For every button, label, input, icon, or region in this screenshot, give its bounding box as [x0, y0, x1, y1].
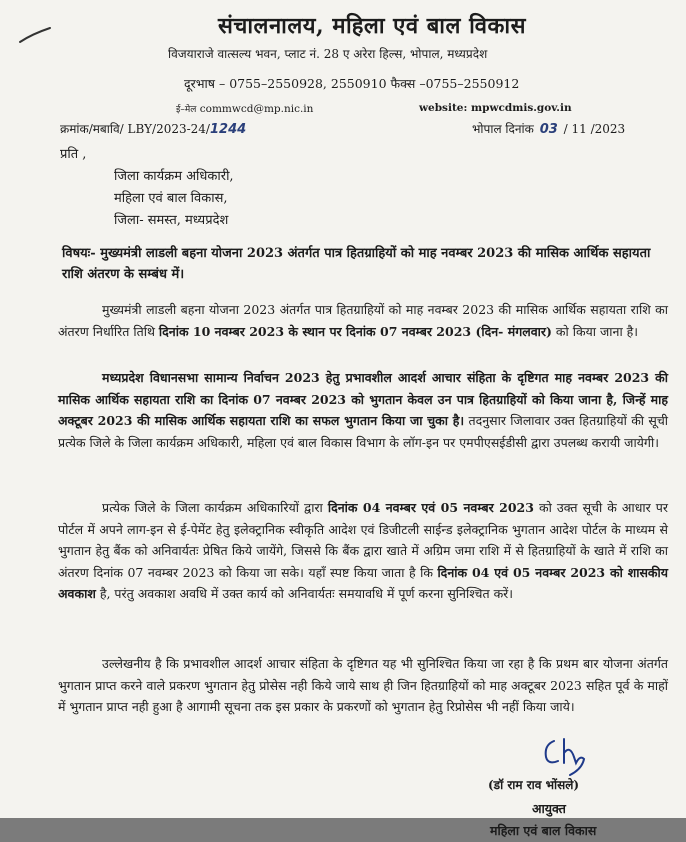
paragraph-3: [58, 497, 668, 605]
prati-label: प्रति ,: [60, 147, 87, 162]
letter-subject: विषयः- मुख्यमंत्री लाडली बहना योजना 2023 अंतर्गत पात्र हितग्राहियों को माह नवम्बर 2023 की मासिक आर्थिक सहायता राशि अंतरण के सम्बंध में।: [62, 246, 651, 282]
paragraph-text: को किया जाना है।: [551, 323, 639, 339]
phone-fax-line: दूरभाष – 0755–2550928, 2550910 फैक्स –0755–2550912: [184, 76, 520, 91]
paragraph-text: मुख्यमंत्री लाडली बहना योजना 2023 अंतर्गत पात्र हितग्राहियों को माह नवम्बर 2023 की मासिक आर्थिक सहायता राशि का अंतरण निर्धारित तिथि: [58, 302, 668, 339]
email-label: ई–मेल: [176, 105, 197, 115]
paragraph-text: तदनुसार जिलावार उक्त हितग्राहियों की सूची प्रत्येक जिले के जिला कार्यक्रम अधिकारी, महिला एवं बाल विकास विभाग के लॉग-इन पर एमपीएसईडीसी द्वारा उपलब्ध करायी जायेगी।: [58, 413, 668, 450]
date-label: भोपाल दिनांक: [472, 122, 534, 136]
office-address: विजयाराजे वात्सल्य भवन, प्लाट नं. 28 ए अरेरा हिल्स, भोपाल, मध्यप्रदेश: [168, 47, 488, 61]
paragraph-2: [58, 367, 668, 453]
handwritten-date-day: 03: [539, 122, 558, 137]
recipient-line: जिला- समस्त, मध्यप्रदेश: [114, 213, 229, 228]
recipient-line: जिला कार्यक्रम अधिकारी,: [114, 169, 234, 184]
date-rest: / 11 /2023: [563, 122, 626, 136]
paragraph-bold-text: दिनांक 04 एवं 05 नवम्बर 2023 को शासकीय अवकाश: [58, 564, 668, 601]
email-line: [176, 102, 313, 115]
recipient-address: [114, 166, 234, 232]
paragraph-bold-text: मध्यप्रदेश विधानसभा सामान्य निर्वाचन 2023 हेतु प्रभावशील आदर्श आचार संहिता के दृष्टिगत माह नवम्बर 2023 की मासिक आर्थिक सहायता राशि का दिनांक 07 नवम्बर 2023 को भुगतान केवल उन पात्र हितग्राहियों को किया जाना है, जिन्हें माह अक्टूबर 2023 की मासिक आर्थिक सहायता राशि का सफल भुगतान किया जा चुका है।: [58, 370, 668, 428]
department-title: संचालनालय, महिला एवं बाल विकास: [218, 13, 526, 39]
paragraph-bold-text: दिनांक 10 नवम्बर 2023 के स्थान पर दिनांक 07 नवम्बर 2023 (दिन- मंगलवार): [158, 323, 552, 339]
paragraph-1: [58, 299, 668, 342]
handwritten-reference-number: 1244: [209, 122, 247, 137]
letter-date: [472, 120, 625, 137]
email-address: commwcd@mp.nic.in: [199, 103, 314, 115]
paragraph-4: उल्लेखनीय है कि प्रभावशील आदर्श आचार संहिता के दृष्टिगत यह भी सुनिश्चित किया जा रहा है कि प्रथम बार योजना अंतर्गत भुगतान प्राप्त करने वाले प्रकरण भुगतान हेतु प्रोसेस नही किये जाये साथ ही जिन हितग्राहियों को माह अक्टूबर 2023 सहित पूर्व के माहों में भुगतान प्राप्त नही हुआ है आगामी सूचना तक इस प्रकार के प्रकरणों को भुगतान हेतु रिप्रोसेस भी नहीं किया जाये।: [58, 656, 668, 714]
paragraph-text: प्रत्येक जिले के जिला कार्यक्रम अधिकारियों द्वारा: [102, 500, 328, 515]
signatory-designation: आयुक्त: [532, 801, 566, 816]
paragraph-text: है, परंतु अवकाश अवधि में उक्त कार्य को अनिवार्यतः समयावधि में पूर्ण करना सुनिश्चित करें।: [95, 586, 514, 601]
website-line: website: mpwcdmis.gov.in: [419, 102, 572, 114]
reference-number: [60, 120, 246, 137]
handwritten-signature: [540, 735, 600, 779]
paragraph-text: को उक्त सूची के आधार पर पोर्टल में अपने लाग-इन से ई-पेमेंट हेतु इलेक्ट्रानिक स्वीकृति आदेश एवं डिजीटली साईन्ड इलेक्ट्रानिक भुगतान आदेश पोर्टल के माध्यम से भुगतान हेतु बैंक को अनिवार्यतः प्रेषित किये जायेंगे, जिससे कि बैंक द्वारा खाते में अग्रिम जमा राशि में से हितग्राहियों के खाते में राशि का अंतरण दिनांक 07 नवम्बर 2023 को किया जा सके। यहाँ स्पष्ट किया जाता है कि: [58, 500, 668, 580]
reference-prefix: क्रमांक/मबावि/ LBY/2023-24/: [60, 122, 210, 136]
signatory-name: (डॉ राम राव भोंसले): [488, 778, 580, 792]
paragraph-bold-text: दिनांक 04 नवम्बर एवं 05 नवम्बर 2023: [327, 500, 534, 515]
signatory-department: महिला एवं बाल विकास: [490, 823, 597, 838]
recipient-line: महिला एवं बाल विकास,: [114, 191, 228, 206]
